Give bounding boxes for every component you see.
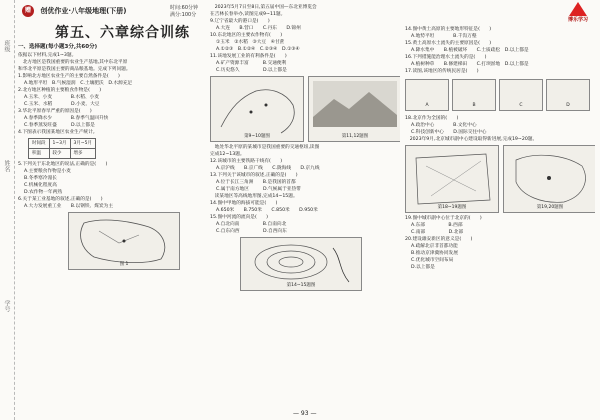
answer-options: A.降水集中 B.植被破坏 C.土质疏松 D.以上都是 xyxy=(411,48,529,53)
option-photo: B xyxy=(452,79,496,111)
margin-label-id: 学号 xyxy=(3,300,10,312)
answer-options: A.政治中心 B.文化中心 xyxy=(411,123,477,128)
question-text: 16.下列措施能治理水土流失的是( ) xyxy=(405,55,487,60)
answer-options: A.①②③ B.①②④ C.②③④ D.①③④ xyxy=(216,47,300,52)
question-text: 北方地区是我国重要的农业生产基地,其中东北平原 xyxy=(18,60,128,65)
answer-options: D.农作物一年两熟 xyxy=(24,190,62,195)
margin-label-name: 姓名 xyxy=(3,160,10,172)
question-text: 6.关于某工业基地的叙述,正确的是( ) xyxy=(18,197,103,202)
question-text: 19.图中城市副中心位于北京的( ) xyxy=(405,216,482,221)
question-text: 4.下图表示我国某地区农业生产统计。 xyxy=(18,130,98,135)
map-figure xyxy=(503,145,595,213)
section-heading: 一、选择题(每小题3分,共60分) xyxy=(18,44,98,50)
answer-options: ①玉米 ②水稻 ③大豆 ④甘蔗 xyxy=(216,40,285,45)
question-text: 2.北方地区种植的主要粮食作物是( ) xyxy=(18,88,102,93)
question-text: 完成12~13题。 xyxy=(210,152,245,157)
question-text: 依据以下材料,完成1~3题。 xyxy=(18,53,77,58)
question-text: 10.东北地区的主要农作物有( ) xyxy=(210,33,283,38)
answer-options: A.主要粮食作物是小麦 xyxy=(24,169,71,174)
question-text: 12.该城市的主要铁路干线有( ) xyxy=(210,159,283,164)
question-text: 1.影响北方地区农业生产的主要自然条件是( ) xyxy=(18,74,120,79)
series-title: 创优作业·八年级地理(下册) xyxy=(40,7,127,15)
answer-options: C.玉米、水稻 D.小麦、大豆 xyxy=(24,102,100,107)
table-header-cell: 1~3月 xyxy=(49,139,70,149)
question-text: 9.辽宁省最大的港口是( ) xyxy=(210,19,270,24)
answer-options: C.自东向西 D.自西向东 xyxy=(216,229,287,234)
photo-figure xyxy=(308,76,400,142)
question-text: 和华北平原是我国主要的商品粮基地。完成下列问题。 xyxy=(18,67,131,72)
answer-options: D.以上都是 xyxy=(411,265,435,270)
question-text: 13.下列关于该城市的叙述,正确的是( ) xyxy=(210,173,298,178)
question-text: 14.图中黄土高原的主要地形特征是( ) xyxy=(405,27,492,32)
figure-caption: 第18~19题图 xyxy=(437,205,467,210)
question-text: 15.黄土高原水土流失的主要原因是( ) xyxy=(405,41,492,46)
answer-options: A.春季降水少 B.春季气温回升快 xyxy=(24,116,109,121)
answer-options: C.南部 D.北部 xyxy=(411,230,464,235)
question-text: 5.下列关于东北地区的说法,正确的是( ) xyxy=(18,162,108,167)
snow-landscape-photo xyxy=(309,77,400,141)
answer-options: A.疏解北京非首都功能 xyxy=(411,244,458,249)
exam-time: 时间:60分钟 xyxy=(170,5,199,11)
answer-options: C.历史悠久 D.以上都是 xyxy=(216,68,287,73)
question-text: 2023年5月7日至8日,第五届中国—东北亚博览会 xyxy=(210,5,317,10)
answer-options: B.推动京津冀协同发展 xyxy=(411,251,458,256)
seal-icon: 赠 xyxy=(22,5,34,17)
question-text: 18.北京作为全国的( ) xyxy=(405,116,459,121)
answer-options: A.大力发展重工业 B.以钢铁、煤炭为主 xyxy=(24,204,114,209)
margin-label-class: 班级 xyxy=(3,40,10,52)
answer-options: A.京沪线 B.京广线 C.陇海线 D.京九线 xyxy=(216,166,320,171)
question-text: 2023年9月,北京城市副中心建设取得新进展,完成19~20题。 xyxy=(405,137,538,142)
question-text: 11.该地发展工业的有利条件是( ) xyxy=(210,54,287,59)
answer-options: A.自北向南 B.自南向北 xyxy=(216,222,287,227)
series-header xyxy=(22,5,192,19)
map-figure xyxy=(68,212,180,270)
answer-options: A.玉米、小麦 B.水稻、小麦 xyxy=(24,95,99,100)
question-text: 3.华北平原春旱严重的原因是( ) xyxy=(18,109,92,114)
question-text: 17.读图,该地区的传统民居是( ) xyxy=(405,69,479,74)
question-text: 15.图中河流的流向是( ) xyxy=(210,215,268,220)
logo-text: 博乐学习 xyxy=(567,17,588,23)
column-1 xyxy=(18,43,203,403)
photo-options xyxy=(405,77,595,113)
answer-options: A.植树种草 B.修建梯田 C.打坝淤地 D.以上都是 xyxy=(411,62,529,67)
page-title: 第五、六章综合训练 xyxy=(55,25,190,41)
question-text: 20.建设雄安新区的意义是( ) xyxy=(405,237,473,242)
question-text: 地处华北平原的某城市是我国重要的交通枢纽,读图 xyxy=(210,145,320,150)
question-text: 在吉林长春举办,读图完成9~11题。 xyxy=(210,12,286,17)
figure-caption: 第19,20题图 xyxy=(536,205,564,210)
answer-options: B.冬季寒冷漫长 xyxy=(24,176,57,181)
answer-options: A.矿产资源丰富 B.交通便利 xyxy=(216,61,287,66)
contour-figure xyxy=(240,237,362,291)
answer-options: C.科技创新中心 D.国际交往中心 xyxy=(411,130,487,135)
table-header-cell: 时间段 xyxy=(29,139,50,149)
option-photo: C xyxy=(499,79,543,111)
exam-meta xyxy=(170,5,198,19)
map-figure xyxy=(210,76,304,142)
option-photo: A xyxy=(405,79,449,111)
column-3 xyxy=(405,4,595,403)
answer-options: A.650米 B.750米 C.850米 D.950米 xyxy=(216,208,318,213)
answer-options: C.优化城市空间布局 xyxy=(411,258,454,263)
answer-options: C.机械化程度高 xyxy=(24,183,57,188)
answer-options: A.东部 B.西部 xyxy=(411,223,463,228)
page-number: — 93 — xyxy=(293,410,317,417)
table-header-cell: 3月~5月 xyxy=(70,139,96,149)
coast-map-icon xyxy=(211,77,303,141)
region-map-icon xyxy=(504,146,595,212)
binding-margin xyxy=(0,0,15,420)
answer-options: A.位于长江三角洲 B.是我国的首都 xyxy=(216,180,296,185)
column-2 xyxy=(210,4,400,403)
option-photo: D xyxy=(546,79,590,111)
answer-options: A.地形平坦 B.气候湿润 C.土壤肥沃 D.水源充足 xyxy=(24,81,133,86)
figure-caption: 图 1 xyxy=(119,262,129,267)
table-cell: 增多 xyxy=(70,149,96,159)
map-figure xyxy=(405,145,499,213)
table-cell: 较少 xyxy=(49,149,70,159)
table-cell: 积温 xyxy=(29,149,50,159)
answer-options: A.大连 B.营口 C.丹东 D.锦州 xyxy=(216,26,301,31)
exam-score: 满分:100分 xyxy=(170,12,197,18)
answer-options: C.春季蒸发旺盛 D.以上都是 xyxy=(24,123,95,128)
answer-options: A.地势平坦 B.千沟万壑 xyxy=(411,34,477,39)
data-table xyxy=(28,138,96,159)
figure-caption: 第14~15题图 xyxy=(286,283,316,288)
figure-caption: 第9~10题图 xyxy=(244,134,270,139)
question-text: 读某地区等高线地形图,完成14~15题。 xyxy=(210,194,298,199)
answer-options: C.属于南方地区 D.气候属于亚热带 xyxy=(216,187,301,192)
city-map-icon xyxy=(406,146,498,212)
question-text: 14.图中甲地的海拔可能是( ) xyxy=(210,201,278,206)
figure-caption: 第11,12题图 xyxy=(341,134,369,139)
